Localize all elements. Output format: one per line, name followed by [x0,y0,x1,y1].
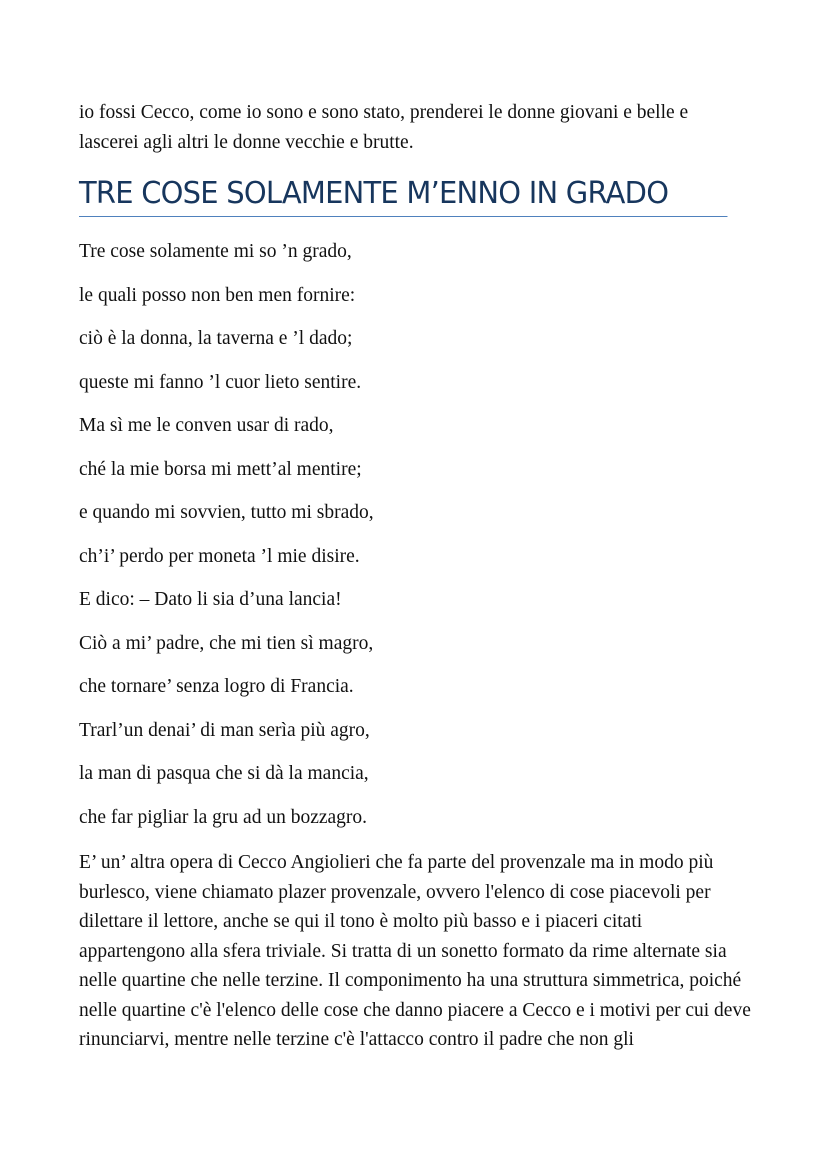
document-page [79,98,751,1055]
poem-line: Tre cose solamente mi so ’n grado, [79,241,352,262]
poem-verses [79,237,751,846]
poem-line: Ma sì me le conven usar di rado, [79,415,334,436]
poem-line: E dico: – Dato li sia d’una lancia! [79,589,342,610]
poem-line: ché la mie borsa mi mett’al mentire; [79,458,362,480]
poem-line: ciò è la donna, la taverna e ’l dado; [79,328,353,349]
intro-paragraph: io fossi Cecco, come io sono e sono stato, prenderei le donne giovani e belle e lascerei agli altri le donne vecchie e brutte. [79,102,689,153]
poem-line: Trarl’un denai’ di man serìa più agro, [79,719,370,741]
poem-line: queste mi fanno ’l cuor lieto sentire. [79,371,362,393]
poem-line: che far pigliar la gru ad un bozzagro. [79,806,368,828]
commentary-paragraph: E’ un’ altra opera di Cecco Angiolieri che fa parte del provenzale ma in modo più burlesco, viene chiamato plazer provenzale, ovvero l'elenco di cose piacevoli per dilettare il lettore, anche se qui il tono è molto più basso e i piaceri citati appartengono alla sfera triviale. Si tratta di un sonetto formato da rime alternate sia nelle quartine che nelle terzine. Il componimento ha una struttura simmetrica, poiché nelle quartine c'è l'elenco delle cose che danno piacere a Cecco e i motivi per cui deve rinunciarvi, mentre nelle terzine c'è l'attacco contro il padre che non gli [79,852,751,1050]
poem-line: la man di pasqua che si dà la mancia, [79,763,369,784]
poem-line: che tornare’ senza logro di Francia. [79,676,354,697]
poem-line: Ciò a mi’ padre, che mi tien sì magro, [79,632,374,654]
poem-line: e quando mi sovvien, tutto mi sbrado, [79,502,374,523]
poem-line: ch’i’ perdo per moneta ’l mie disire. [79,545,360,567]
section-heading: TRE COSE SOLAMENTE M’ENNO IN GRADO [79,174,727,217]
poem-line: le quali posso non ben men fornire: [79,284,356,306]
